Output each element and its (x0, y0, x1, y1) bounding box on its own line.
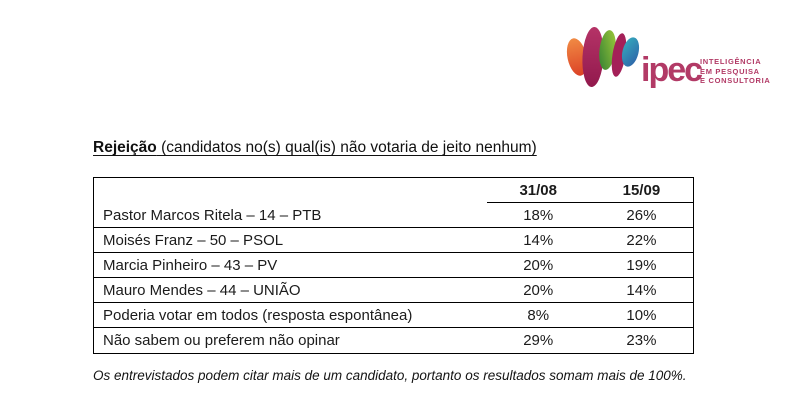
ipec-logo (565, 20, 789, 105)
candidate-label: Pastor Marcos Ritela – 14 – PTB (94, 203, 487, 228)
value-31-08: 20% (487, 278, 590, 303)
value-31-08: 8% (487, 303, 590, 328)
header-date-col-1: 31/08 (487, 178, 590, 203)
candidate-label: Moisés Franz – 50 – PSOL (94, 228, 487, 253)
value-15-09: 22% (590, 228, 693, 253)
header-date-col-2: 15/09 (590, 178, 693, 203)
table-row (94, 328, 693, 353)
logo-wordmark: ipec (641, 51, 702, 89)
candidate-label: Não sabem ou preferem não opinar (103, 332, 340, 349)
logo-tagline-line: EM PESQUISA (700, 66, 760, 76)
table-row (94, 228, 693, 253)
table-row (94, 278, 693, 303)
header-empty-cell (94, 178, 487, 203)
table-header-row (94, 178, 693, 203)
section-title-rest: (candidatos no(s) qual(is) não votaria de jeito nenhum) (156, 139, 537, 156)
table-row (94, 203, 693, 228)
table-row (94, 253, 693, 278)
candidate-label: Poderia votar em todos (resposta espontânea) (94, 303, 487, 328)
value-31-08: 29% (523, 332, 554, 349)
value-15-09: 10% (590, 303, 693, 328)
candidate-label: Marcia Pinheiro – 43 – PV (94, 253, 487, 278)
section-title-bold: Rejeição (93, 139, 157, 156)
logo-tagline-line: INTELIGÊNCIA (700, 57, 762, 66)
rejection-table-grid (94, 178, 693, 353)
value-31-08: 14% (487, 228, 590, 253)
logo-tagline-line: E CONSULTORIA (700, 76, 771, 85)
value-15-09: 14% (590, 278, 693, 303)
table-row (94, 303, 693, 328)
rejection-table (93, 177, 694, 354)
table-footnote: Os entrevistados podem citar mais de um candidato, portanto os resultados somam mais de 100%. (93, 368, 687, 383)
value-31-08: 18% (487, 203, 590, 228)
value-15-09: 23% (626, 332, 657, 349)
value-15-09: 26% (590, 203, 693, 228)
value-31-08: 20% (487, 253, 590, 278)
logo-tagline (700, 57, 771, 86)
value-15-09: 19% (590, 253, 693, 278)
section-title (93, 139, 537, 157)
candidate-label: Mauro Mendes – 44 – UNIÃO (94, 278, 487, 303)
